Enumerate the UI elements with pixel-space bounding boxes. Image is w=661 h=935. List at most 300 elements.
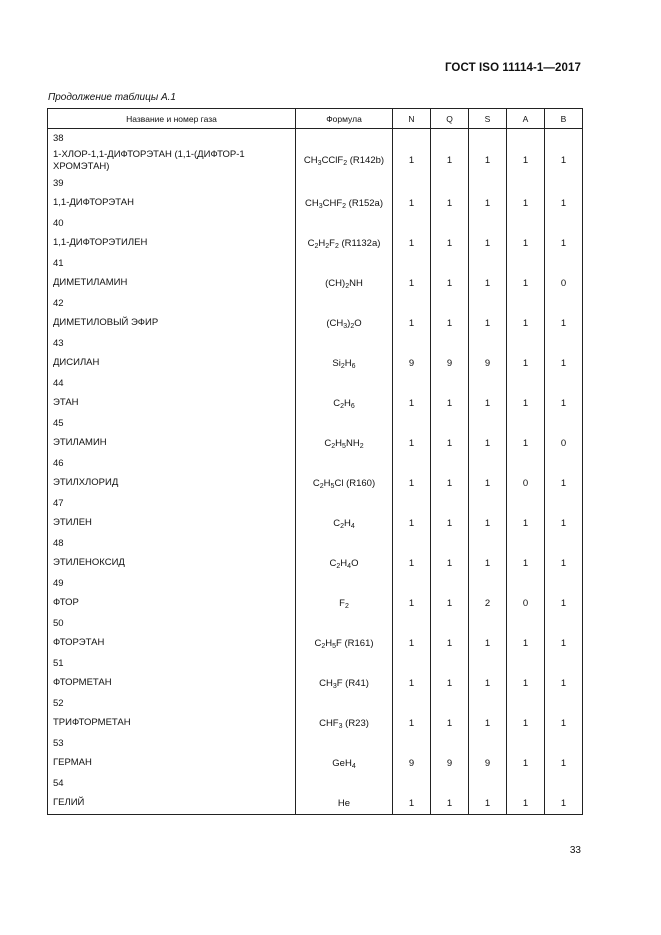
value-a: 1 — [507, 672, 545, 694]
value-s: 1 — [469, 632, 507, 654]
value-n: 1 — [393, 432, 431, 454]
empty-cell — [296, 374, 393, 392]
empty-cell — [431, 774, 469, 792]
formula-part: He — [337, 797, 351, 809]
empty-cell — [545, 294, 583, 312]
empty-cell — [431, 614, 469, 632]
formula-part: H — [335, 437, 343, 449]
value-b: 1 — [545, 592, 583, 614]
value-s: 1 — [469, 472, 507, 494]
column-header-name: Название и номер газа — [48, 109, 296, 129]
gas-number-row — [48, 414, 583, 432]
empty-cell — [431, 574, 469, 592]
value-q: 1 — [431, 592, 469, 614]
value-q: 1 — [431, 192, 469, 214]
empty-cell — [469, 374, 507, 392]
empty-cell — [507, 774, 545, 792]
value-n: 1 — [393, 232, 431, 254]
empty-cell — [545, 734, 583, 752]
gas-number: 43 — [48, 334, 296, 352]
formula-part: Cl (R160) — [334, 477, 376, 489]
formula-subscript: 5 — [332, 642, 337, 650]
value-q: 1 — [431, 147, 469, 174]
empty-cell — [507, 129, 545, 148]
empty-cell — [431, 734, 469, 752]
value-b: 1 — [545, 352, 583, 374]
empty-cell — [393, 494, 431, 512]
empty-cell — [393, 294, 431, 312]
empty-cell — [431, 694, 469, 712]
formula-part: C — [324, 437, 332, 449]
gas-number-row — [48, 454, 583, 472]
table-row — [48, 392, 583, 414]
gas-formula — [296, 392, 393, 414]
empty-cell — [469, 494, 507, 512]
value-s: 1 — [469, 147, 507, 174]
gas-number-row — [48, 734, 583, 752]
formula-part: CHF — [319, 717, 339, 729]
gas-number: 45 — [48, 414, 296, 432]
empty-cell — [507, 374, 545, 392]
empty-cell — [507, 214, 545, 232]
value-b: 0 — [545, 432, 583, 454]
empty-cell — [469, 734, 507, 752]
value-n: 1 — [393, 272, 431, 294]
gas-number-row — [48, 534, 583, 552]
formula-part: C — [333, 397, 341, 409]
empty-cell — [296, 174, 393, 192]
value-a: 0 — [507, 592, 545, 614]
empty-cell — [545, 254, 583, 272]
value-b: 1 — [545, 552, 583, 574]
empty-cell — [431, 334, 469, 352]
formula-subscript: 2 — [344, 602, 349, 610]
value-b: 1 — [545, 312, 583, 334]
formula-subscript: 4 — [350, 522, 355, 530]
table-row — [48, 472, 583, 494]
formula-part: (CH — [326, 317, 344, 329]
empty-cell — [393, 214, 431, 232]
empty-cell — [545, 534, 583, 552]
gas-name: ЭТИЛАМИН — [48, 432, 296, 454]
formula-subscript: 2 — [325, 242, 330, 250]
empty-cell — [469, 174, 507, 192]
formula-subscript: 3 — [338, 722, 343, 730]
empty-cell — [545, 454, 583, 472]
formula-subscript: 4 — [351, 762, 356, 770]
value-a: 1 — [507, 192, 545, 214]
empty-cell — [296, 734, 393, 752]
empty-cell — [431, 214, 469, 232]
empty-cell — [431, 294, 469, 312]
value-n: 1 — [393, 792, 431, 815]
empty-cell — [431, 654, 469, 672]
table-row — [48, 752, 583, 774]
value-b: 1 — [545, 147, 583, 174]
table-row — [48, 147, 583, 174]
value-q: 9 — [431, 352, 469, 374]
empty-cell — [393, 534, 431, 552]
formula-part: (CH — [325, 277, 343, 289]
empty-cell — [431, 534, 469, 552]
formula-subscript: 2 — [342, 202, 347, 210]
gas-name: 1,1-ДИФТОРЭТИЛЕН — [48, 232, 296, 254]
empty-cell — [469, 334, 507, 352]
empty-cell — [296, 129, 393, 148]
table-row — [48, 552, 583, 574]
empty-cell — [507, 654, 545, 672]
value-a: 1 — [507, 147, 545, 174]
gas-number: 54 — [48, 774, 296, 792]
formula-part: ) — [342, 277, 346, 289]
value-n: 1 — [393, 312, 431, 334]
gas-name: ФТОР — [48, 592, 296, 614]
value-b: 1 — [545, 712, 583, 734]
empty-cell — [393, 734, 431, 752]
empty-cell — [507, 254, 545, 272]
empty-cell — [545, 374, 583, 392]
formula-part: GeH — [332, 757, 352, 769]
formula-part: CClF — [321, 155, 344, 166]
value-s: 1 — [469, 552, 507, 574]
table-body — [48, 129, 583, 815]
gas-number-row — [48, 374, 583, 392]
formula-subscript: 3 — [332, 682, 337, 690]
gas-number: 48 — [48, 534, 296, 552]
page-number: 33 — [569, 845, 581, 856]
value-s: 1 — [469, 392, 507, 414]
value-a: 1 — [507, 512, 545, 534]
empty-cell — [296, 774, 393, 792]
formula-part: (R152a) — [346, 197, 384, 209]
gas-number: 50 — [48, 614, 296, 632]
value-s: 1 — [469, 432, 507, 454]
formula-subscript: 2 — [343, 160, 348, 167]
value-a: 1 — [507, 712, 545, 734]
empty-cell — [296, 614, 393, 632]
gas-name: ЭТИЛЕНОКСИД — [48, 552, 296, 574]
value-s: 1 — [469, 272, 507, 294]
gas-name: ГЕРМАН — [48, 752, 296, 774]
empty-cell — [507, 454, 545, 472]
empty-cell — [469, 574, 507, 592]
value-n: 1 — [393, 552, 431, 574]
value-b: 1 — [545, 752, 583, 774]
empty-cell — [296, 694, 393, 712]
table-caption: Продолжение таблицы А.1 — [48, 92, 176, 103]
value-a: 1 — [507, 232, 545, 254]
column-header-formula: Формула — [296, 109, 393, 129]
gas-number: 53 — [48, 734, 296, 752]
empty-cell — [469, 254, 507, 272]
empty-cell — [296, 214, 393, 232]
empty-cell — [431, 129, 469, 148]
formula-part: C — [314, 637, 322, 649]
gas-number: 52 — [48, 694, 296, 712]
value-n: 1 — [393, 147, 431, 174]
empty-cell — [545, 334, 583, 352]
formula-part: Si — [332, 357, 341, 369]
empty-cell — [393, 654, 431, 672]
empty-cell — [296, 654, 393, 672]
formula-subscript: 2 — [340, 402, 344, 410]
formula-part: O — [351, 557, 359, 569]
empty-cell — [469, 654, 507, 672]
empty-cell — [545, 574, 583, 592]
column-header-s: S — [469, 109, 507, 129]
gas-formula — [296, 712, 393, 734]
value-b: 1 — [545, 392, 583, 414]
formula-subscript: 2 — [359, 442, 364, 450]
value-n: 1 — [393, 672, 431, 694]
empty-cell — [545, 614, 583, 632]
empty-cell — [507, 534, 545, 552]
formula-part: NH — [345, 437, 360, 449]
gas-formula — [296, 147, 393, 174]
empty-cell — [469, 414, 507, 432]
table-row — [48, 592, 583, 614]
gas-name: 1-ХЛОР-1,1-ДИФТОРЭТАН (1,1-(ДИФТОР-1 ХРОМЭТАН) — [48, 147, 296, 174]
value-s: 1 — [469, 712, 507, 734]
formula-subscript: 2 — [340, 362, 345, 370]
gas-number-row — [48, 774, 583, 792]
formula-part: H — [344, 517, 351, 529]
gas-formula — [296, 232, 393, 254]
value-n: 1 — [393, 472, 431, 494]
formula-part: H — [318, 237, 326, 249]
formula-part: C — [307, 237, 315, 249]
gas-number: 38 — [48, 129, 296, 148]
gas-formula — [296, 512, 393, 534]
column-header-b: B — [545, 109, 583, 129]
empty-cell — [507, 734, 545, 752]
empty-cell — [296, 254, 393, 272]
gas-name: ГЕЛИЙ — [48, 792, 296, 815]
empty-cell — [507, 614, 545, 632]
value-a: 1 — [507, 792, 545, 815]
gas-name: ТРИФТОРМЕТАН — [48, 712, 296, 734]
table-row — [48, 712, 583, 734]
value-q: 1 — [431, 472, 469, 494]
empty-cell — [296, 454, 393, 472]
formula-part: CH — [303, 155, 318, 166]
formula-subscript: 5 — [330, 482, 335, 490]
empty-cell — [393, 129, 431, 148]
empty-cell — [393, 374, 431, 392]
formula-part: C — [312, 477, 320, 489]
empty-cell — [469, 774, 507, 792]
empty-cell — [469, 214, 507, 232]
empty-cell — [507, 294, 545, 312]
formula-part: CHF — [322, 197, 343, 209]
value-a: 1 — [507, 432, 545, 454]
formula-subscript: 2 — [340, 522, 344, 530]
gas-formula — [296, 472, 393, 494]
formula-subscript: 2 — [319, 482, 324, 490]
empty-cell — [469, 694, 507, 712]
value-s: 1 — [469, 512, 507, 534]
value-q: 1 — [431, 712, 469, 734]
value-a: 1 — [507, 552, 545, 574]
value-s: 1 — [469, 192, 507, 214]
value-b: 1 — [545, 472, 583, 494]
formula-subscript: 2 — [334, 242, 339, 250]
table-row — [48, 312, 583, 334]
empty-cell — [296, 494, 393, 512]
empty-cell — [393, 454, 431, 472]
gas-number-row — [48, 129, 583, 148]
standard-code: ГОСТ ISO 11114-1—2017 — [444, 62, 581, 74]
value-n: 1 — [393, 712, 431, 734]
empty-cell — [296, 414, 393, 432]
gas-name: ФТОРМЕТАН — [48, 672, 296, 694]
formula-subscript: 2 — [331, 442, 336, 450]
formula-part: CH — [319, 677, 333, 689]
gas-number: 51 — [48, 654, 296, 672]
value-b: 1 — [545, 632, 583, 654]
value-s: 1 — [469, 232, 507, 254]
value-s: 9 — [469, 752, 507, 774]
value-s: 1 — [469, 672, 507, 694]
gas-name: ЭТИЛХЛОРИД — [48, 472, 296, 494]
value-q: 1 — [431, 512, 469, 534]
gas-formula — [296, 192, 393, 214]
empty-cell — [545, 414, 583, 432]
table-row — [48, 192, 583, 214]
value-q: 1 — [431, 272, 469, 294]
table-row — [48, 432, 583, 454]
value-q: 1 — [431, 232, 469, 254]
formula-subscript: 2 — [350, 322, 355, 330]
formula-part: ) — [347, 317, 351, 329]
empty-cell — [469, 454, 507, 472]
empty-cell — [469, 614, 507, 632]
formula-part: H — [325, 637, 333, 649]
empty-cell — [507, 334, 545, 352]
empty-cell — [469, 129, 507, 148]
empty-cell — [393, 174, 431, 192]
formula-part: C — [329, 557, 337, 569]
empty-cell — [431, 454, 469, 472]
empty-cell — [507, 414, 545, 432]
empty-cell — [545, 214, 583, 232]
empty-cell — [393, 774, 431, 792]
formula-subscript: 2 — [345, 282, 350, 290]
gas-number: 47 — [48, 494, 296, 512]
column-header-q: Q — [431, 109, 469, 129]
value-n: 1 — [393, 512, 431, 534]
gas-name: 1,1-ДИФТОРЭТАН — [48, 192, 296, 214]
empty-cell — [545, 774, 583, 792]
empty-cell — [469, 294, 507, 312]
empty-cell — [393, 334, 431, 352]
formula-part: O — [354, 317, 362, 329]
formula-subscript: 6 — [350, 402, 355, 410]
value-b: 1 — [545, 672, 583, 694]
gas-formula — [296, 792, 393, 815]
formula-subscript: 3 — [318, 202, 323, 210]
gas-name: ДИМЕТИЛАМИН — [48, 272, 296, 294]
empty-cell — [431, 174, 469, 192]
value-q: 1 — [431, 392, 469, 414]
gas-formula — [296, 352, 393, 374]
empty-cell — [431, 374, 469, 392]
empty-cell — [393, 614, 431, 632]
table-header-row — [48, 109, 583, 129]
value-q: 1 — [431, 672, 469, 694]
formula-part: CH — [304, 197, 319, 209]
value-a: 1 — [507, 392, 545, 414]
value-q: 1 — [431, 432, 469, 454]
empty-cell — [545, 654, 583, 672]
empty-cell — [545, 129, 583, 148]
value-s: 9 — [469, 352, 507, 374]
gas-number-row — [48, 694, 583, 712]
gas-number-row — [48, 254, 583, 272]
gas-number-row — [48, 214, 583, 232]
gas-formula — [296, 312, 393, 334]
value-b: 1 — [545, 192, 583, 214]
formula-subscript: 5 — [342, 442, 346, 450]
value-a: 1 — [507, 752, 545, 774]
value-s: 1 — [469, 792, 507, 815]
empty-cell — [507, 494, 545, 512]
value-n: 1 — [393, 592, 431, 614]
table-row — [48, 352, 583, 374]
value-a: 1 — [507, 632, 545, 654]
gas-number: 49 — [48, 574, 296, 592]
formula-subscript: 4 — [347, 562, 352, 570]
empty-cell — [296, 534, 393, 552]
value-q: 1 — [431, 632, 469, 654]
gas-number-row — [48, 574, 583, 592]
empty-cell — [393, 254, 431, 272]
empty-cell — [431, 254, 469, 272]
value-a: 1 — [507, 352, 545, 374]
formula-part: H — [340, 557, 348, 569]
gas-number: 46 — [48, 454, 296, 472]
value-b: 1 — [545, 512, 583, 534]
gas-formula — [296, 552, 393, 574]
empty-cell — [545, 694, 583, 712]
empty-cell — [393, 694, 431, 712]
formula-subscript: 2 — [336, 562, 341, 570]
gas-number-row — [48, 334, 583, 352]
formula-subscript: 6 — [351, 362, 356, 370]
table-row — [48, 632, 583, 654]
table-row — [48, 792, 583, 815]
formula-part: F — [339, 597, 345, 609]
gas-formula — [296, 592, 393, 614]
formula-part: (R23) — [342, 717, 369, 729]
gas-name: ФТОРЭТАН — [48, 632, 296, 654]
empty-cell — [545, 174, 583, 192]
value-b: 1 — [545, 792, 583, 815]
gas-formula — [296, 632, 393, 654]
formula-subscript: 3 — [343, 322, 348, 330]
formula-part: H — [323, 477, 331, 489]
empty-cell — [507, 174, 545, 192]
formula-part: (R1132a) — [338, 237, 381, 249]
value-a: 1 — [507, 272, 545, 294]
formula-part: F (R161) — [336, 637, 374, 649]
value-n: 9 — [393, 352, 431, 374]
gas-number-row — [48, 294, 583, 312]
value-n: 1 — [393, 392, 431, 414]
gas-number: 39 — [48, 174, 296, 192]
gas-name: ЭТАН — [48, 392, 296, 414]
value-q: 9 — [431, 752, 469, 774]
